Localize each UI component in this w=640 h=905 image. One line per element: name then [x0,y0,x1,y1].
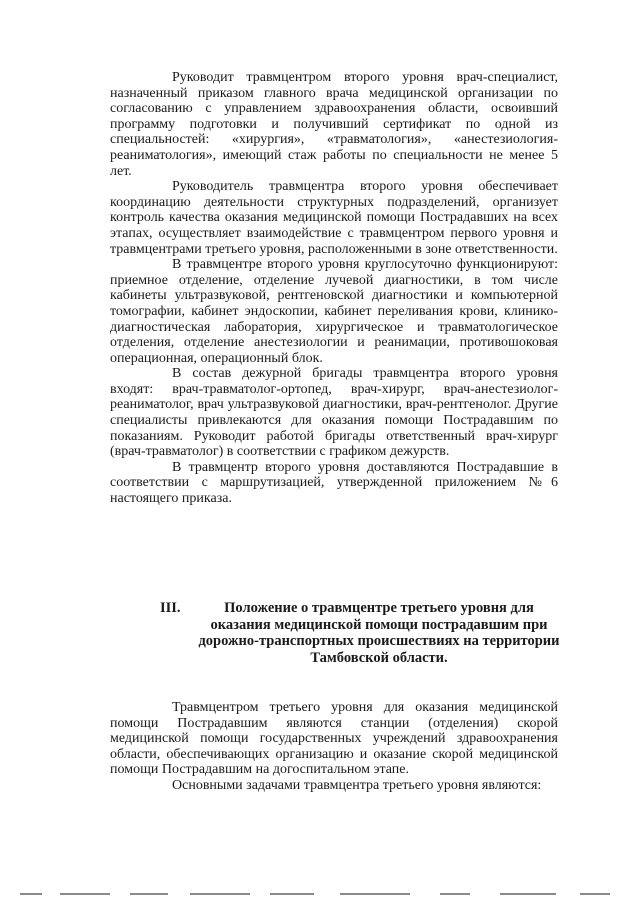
paragraph-head-duties: Руководитель травмцентра второго уровня обеспечивает координацию деятельности структурных подразделений, организует контроль качества оказания медицинской помощи Пострадавших на всех этапах, осуществляет взаимодействие с травмцентром первого уровня и травмцентрами третьего уровня, расположенными в зоне ответственности. [110,179,558,257]
paragraph-routing: В травмцентр второго уровня доставляются Пострадавшие в соответствии с маршрутизацией, утвержденной приложением №6 настоящего приказа. [110,459,558,507]
section-2-body [110,70,558,507]
paragraph-head-of-center: Руководит травмцентром второго уровня врач-специалист, назначенный приказом главного врача медицинской организации по согласованию с управлением здравоохранения области, освоивший программу подготовки и получивший сертификат по одной из специальностей: «хирургия», «травматология», «анестезиология-реаниматология», имеющий стаж работы по специальности не менее 5 лет. [110,70,558,179]
paragraph-main-tasks: Основными задачами травмцентра третьего уровня являются: [172,777,542,793]
paragraph-departments: В травмцентре второго уровня круглосуточно функционируют: приемное отделение, отделение лучевой диагностики, в том числе кабинеты ультразвуковой, рентгеновской диагностики и компьютерной томографии, кабинет эндоскопии, кабинет переливания крови, клинико-диагностическая лаборатория, хирургическое и травматологическое отделения, отделение анестезиологии и реанимации, противошоковая операционная, операционный блок. [110,257,558,366]
scan-edge-marks [20,893,620,897]
paragraph-duty-team: В состав дежурной бригады травмцентра второго уровня входят: врач-травматолог-ортопед, врач-хирург, врач-анестезиолог-реаниматолог, врач ультразвуковой диагностики, врач-рентгенолог. Другие специалисты привлекаются для оказания помощи Пострадавшим по показаниям. Руководит работой бригады ответственный врач-хирург (врач-травматолог) в соответствии с графиком дежурств. [110,366,558,460]
section-3-heading [152,600,572,666]
section-3-body [110,700,558,794]
paragraph-third-level-centers: Травмцентром третьего уровня для оказания медицинской помощи Пострадавшим являются станции (отделения) скорой медицинской помощи государственных учреждений здравоохранения области, обеспечивающих организацию и оказание скорой медицинской помощи Пострадавшим на догоспитальном этапе. [110,700,558,778]
section-title: Положение о травмцентре третьего уровня для оказания медицинской помощи пострадавшим при дорожно-транспортных происшествиях на территории Тамбовской области. [198,600,560,666]
section-number: III. [160,600,181,616]
